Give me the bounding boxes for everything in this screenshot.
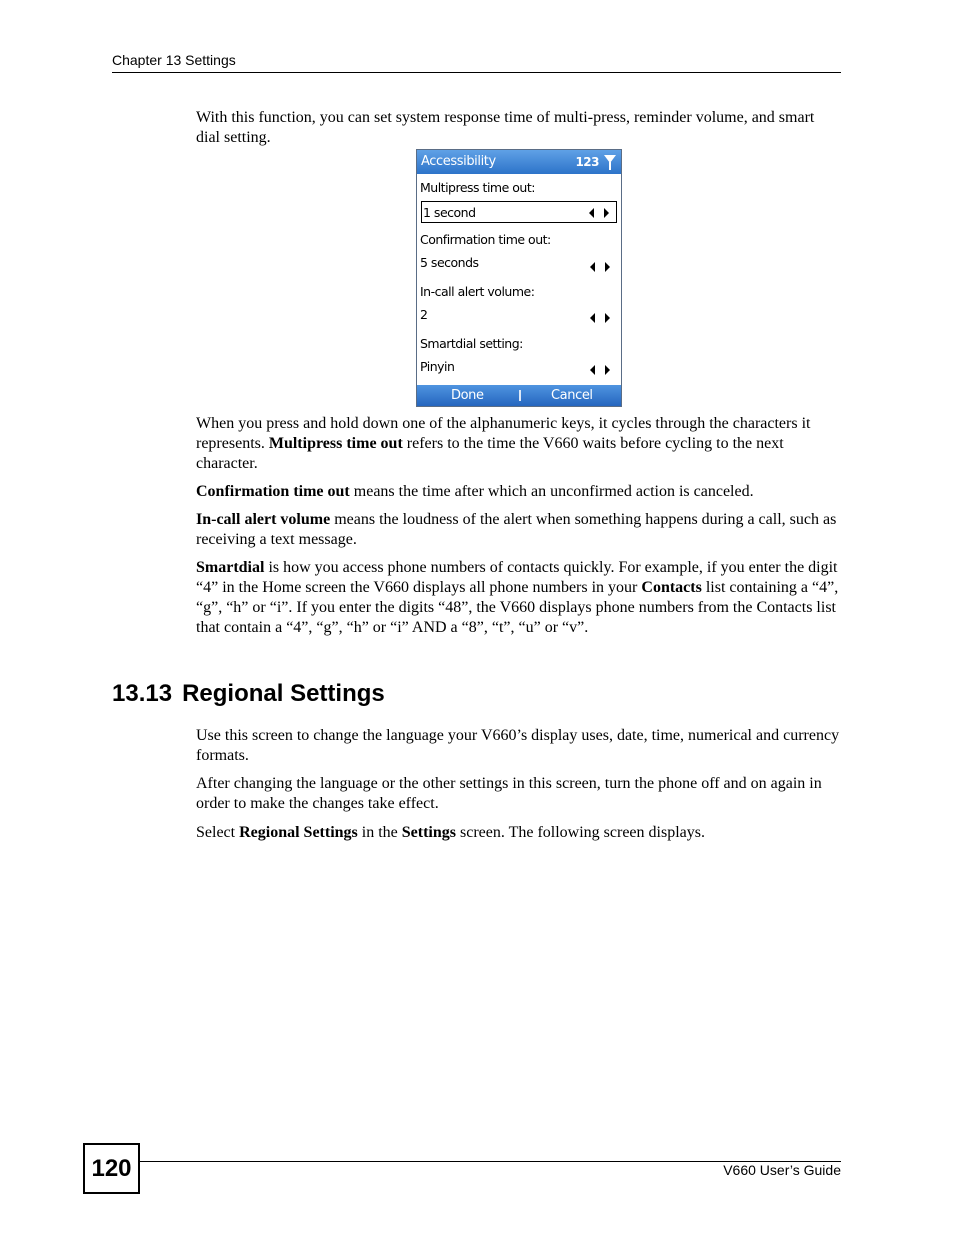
text-run: means the time after which an unconfirmed action is canceled. xyxy=(349,483,754,500)
smartdial-label: Smartdial setting: xyxy=(420,336,523,351)
input-mode-indicator: 123 xyxy=(575,155,599,169)
alert-volume-label: In-call alert volume: xyxy=(420,284,535,299)
text-run: Select xyxy=(196,824,240,841)
text-run: list containing a “4”, “g”, “h” or “i”. If you enter the digits “48”, the V660 displays phone numbers from the Contacts list that contain a “4”, “g”, “h” or “i” AND a “8”, “t”, “u” or “v”. xyxy=(196,579,839,636)
alert-volume-value[interactable]: 2 xyxy=(420,307,428,322)
smartdial-value[interactable]: Pinyin xyxy=(420,359,455,374)
signal-icon xyxy=(602,153,618,171)
confirmation-arrows[interactable] xyxy=(589,262,611,272)
text-run: When you press and hold down one of the alphanumeric keys, it cycles through the characters it represents. xyxy=(196,415,811,452)
text-run: is how you access phone numbers of contacts quickly. For example, if you enter the digit “4” in the Home screen the V660 displays all phone numbers in your xyxy=(196,559,838,596)
cancel-softkey[interactable]: Cancel xyxy=(551,388,593,403)
term-multipress: Multipress time out xyxy=(268,435,403,452)
term-contacts: Contacts xyxy=(641,579,702,596)
multipress-paragraph xyxy=(196,414,842,474)
section-number: 13.13 xyxy=(112,680,173,707)
multipress-label: Multipress time out: xyxy=(420,180,535,195)
left-right-arrows-icon xyxy=(588,208,610,218)
phone-title: Accessibility xyxy=(421,154,496,169)
softkey-bar xyxy=(417,385,621,406)
section-title: Regional Settings xyxy=(182,680,385,707)
softkey-separator xyxy=(519,390,521,401)
multipress-select[interactable] xyxy=(421,201,617,223)
done-softkey[interactable]: Done xyxy=(451,388,484,403)
term-smartdial: Smartdial xyxy=(196,559,265,576)
left-right-arrows-icon xyxy=(589,262,611,272)
confirmation-value[interactable]: 5 seconds xyxy=(420,255,479,270)
confirmation-label: Confirmation time out: xyxy=(420,232,551,247)
term-confirmation: Confirmation time out xyxy=(196,483,350,500)
chapter-header: Chapter 13 Settings xyxy=(112,52,236,68)
smartdial-arrows[interactable] xyxy=(589,365,611,375)
regional-note-paragraph: After changing the language or the other settings in this screen, turn the phone off and on again in order to make the changes take effect. xyxy=(196,775,822,812)
text-run: screen. The following screen displays. xyxy=(456,824,705,841)
alert-volume-paragraph xyxy=(196,510,842,550)
header-divider xyxy=(112,72,841,73)
term-settings: Settings xyxy=(401,824,456,841)
text-run: refers to the time the V660 waits before cycling to the next character. xyxy=(196,435,784,472)
alert-volume-arrows[interactable] xyxy=(589,313,611,323)
multipress-arrows[interactable] xyxy=(588,208,610,218)
regional-select-paragraph xyxy=(196,823,842,843)
left-right-arrows-icon xyxy=(589,365,611,375)
page-number: 120 xyxy=(83,1143,140,1194)
intro-paragraph: With this function, you can set system response time of multi-press, reminder volume, and smart dial setting. xyxy=(196,109,815,146)
phone-title-bar xyxy=(417,150,621,174)
section-heading xyxy=(112,680,385,708)
regional-intro-paragraph: Use this screen to change the language your V660’s display uses, date, time, numerical and currency formats. xyxy=(196,727,840,764)
guide-title: V660 User’s Guide xyxy=(723,1162,841,1178)
left-right-arrows-icon xyxy=(589,313,611,323)
accessibility-screenshot xyxy=(416,149,622,407)
confirmation-paragraph xyxy=(196,482,842,502)
text-run: in the xyxy=(357,824,402,841)
smartdial-paragraph xyxy=(196,558,842,638)
text-run: means the loudness of the alert when something happens during a call, such as receiving a text message. xyxy=(196,511,837,548)
term-alert-volume: In-call alert volume xyxy=(196,511,331,528)
term-regional-settings: Regional Settings xyxy=(239,824,358,841)
multipress-value: 1 second xyxy=(423,205,476,220)
